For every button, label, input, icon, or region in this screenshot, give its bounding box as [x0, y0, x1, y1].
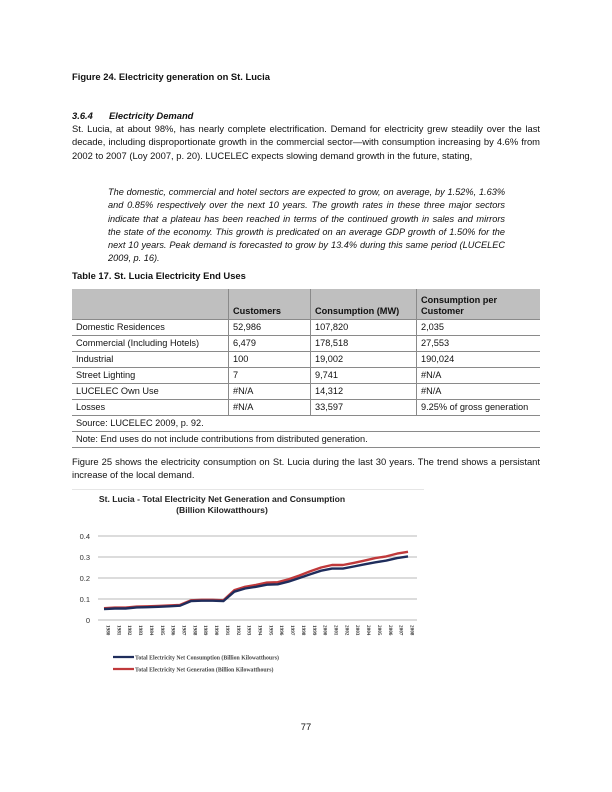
- chart-title-line1: St. Lucia - Total Electricity Net Generation and Consumption: [98, 494, 346, 504]
- consumption-line: [104, 556, 408, 609]
- table-note-row: [72, 432, 540, 448]
- x-tick-label: 1987: [180, 625, 187, 636]
- cell-customers: #N/A: [229, 384, 311, 400]
- table-row: [72, 336, 540, 352]
- line-chart-plot: [72, 490, 424, 695]
- figure-25-chart: [72, 489, 424, 695]
- y-tick-label: 0.2: [79, 574, 90, 583]
- cell-consumption: 33,597: [311, 400, 417, 416]
- x-tick-label: 2001: [332, 625, 339, 636]
- y-tick-label: 0: [85, 616, 90, 625]
- x-tick-label: 1985: [158, 625, 165, 636]
- cell-category: Commercial (Including Hotels): [72, 336, 229, 352]
- x-tick-label: 1993: [245, 625, 252, 636]
- header-consumption-per-customer: Consumption per Customer: [417, 289, 541, 320]
- x-tick-label: 2007: [397, 625, 404, 636]
- y-tick-label: 0.4: [79, 532, 90, 541]
- cell-customers: 6,479: [229, 336, 311, 352]
- cell-customers: #N/A: [229, 400, 311, 416]
- cell-consumption: 9,741: [311, 368, 417, 384]
- cell-consumption: 14,312: [311, 384, 417, 400]
- cell-category: Street Lighting: [72, 368, 229, 384]
- cell-category: Domestic Residences: [72, 320, 229, 336]
- cell-category: Industrial: [72, 352, 229, 368]
- cell-customers: 52,986: [229, 320, 311, 336]
- x-tick-label: 1988: [191, 625, 198, 636]
- x-tick-label: 1984: [147, 625, 154, 636]
- y-tick-label: 0.3: [79, 553, 90, 562]
- table-source-row: [72, 416, 540, 432]
- x-tick-label: 1986: [169, 625, 176, 636]
- cell-consumption: 19,002: [311, 352, 417, 368]
- cell-customers: 7: [229, 368, 311, 384]
- chart-title-line2: (Billion Kilowatthours): [176, 505, 268, 515]
- cell-per-customer: 27,553: [417, 336, 541, 352]
- legend-consumption-label: Total Electricity Net Consumption (Billion Kilowatthours): [135, 655, 279, 662]
- section-heading: [72, 110, 193, 121]
- cell-consumption: 178,518: [311, 336, 417, 352]
- cell-per-customer: 2,035: [417, 320, 541, 336]
- x-tick-label: 2004: [365, 625, 372, 636]
- x-tick-label: 2003: [354, 625, 361, 636]
- x-tick-label: 2005: [375, 625, 382, 636]
- header-customers: Customers: [229, 289, 311, 320]
- table-row: [72, 384, 540, 400]
- x-tick-label: 2000: [321, 625, 328, 636]
- x-tick-label: 1994: [256, 625, 263, 636]
- header-consumption: Consumption (MW): [311, 289, 417, 320]
- cell-per-customer: #N/A: [417, 384, 541, 400]
- cell-per-customer: #N/A: [417, 368, 541, 384]
- cell-category: LUCELEC Own Use: [72, 384, 229, 400]
- cell-per-customer: 190,024: [417, 352, 541, 368]
- table-row: [72, 400, 540, 416]
- legend-generation-label: Total Electricity Net Generation (Billion Kilowatthours): [135, 667, 274, 674]
- cell-customers: 100: [229, 352, 311, 368]
- table-header-row: [72, 289, 540, 320]
- section-title: Electricity Demand: [109, 110, 194, 121]
- x-tick-label: 1997: [289, 625, 296, 636]
- x-tick-label: 1991: [223, 625, 230, 636]
- table-17-caption: Table 17. St. Lucia Electricity End Uses: [72, 270, 246, 281]
- cell-category: Losses: [72, 400, 229, 416]
- section-number: 3.6.4: [72, 110, 93, 121]
- x-tick-label: 1989: [202, 625, 209, 636]
- body-paragraph-1: St. Lucia, at about 98%, has nearly complete electrification. Demand for electricity grew steadily over the last decade, including disproportionate growth in the commercial sector—with consumption increasing by 4.6% from 2002 to 2007 (Loy 2007, p. 20). LUCELEC expects slowing demand growth in the future, stating,: [72, 123, 540, 161]
- y-tick-label: 0.1: [79, 595, 90, 604]
- table-row: [72, 368, 540, 384]
- figure-24-caption: Figure 24. Electricity generation on St. Lucia: [72, 71, 270, 82]
- x-tick-label: 1999: [310, 625, 317, 636]
- x-tick-label: 1983: [137, 625, 144, 636]
- table-row: [72, 352, 540, 368]
- cell-per-customer: 9.25% of gross generation: [417, 400, 541, 416]
- table-source: Source: LUCELEC 2009, p. 92.: [72, 416, 540, 432]
- x-tick-label: 1995: [267, 625, 274, 636]
- block-quote: The domestic, commercial and hotel sectors are expected to grow, on average, by 1.52%, 1.63% and 0.85% respectively over the next 10 years. The growth rates in these three major sectors indicate that a plateau has been reached in terms of the continued growth in sales and mirrors the state of the economy. This growth is predicated on an average GDP growth of 1.50% for the next 10 years. Peak demand is forecasted to grow by 13.4% during this same period (LUCELEC 2009, p. 16).: [108, 187, 505, 264]
- end-uses-table: [72, 289, 540, 448]
- x-tick-label: 2008: [408, 625, 415, 636]
- x-tick-label: 1992: [234, 625, 241, 636]
- cell-consumption: 107,820: [311, 320, 417, 336]
- body-paragraph-2: Figure 25 shows the electricity consumption on St. Lucia during the last 30 years. The trend shows a persistant increase of the local demand.: [72, 456, 540, 481]
- x-tick-label: 2002: [343, 625, 350, 636]
- table-note: Note: End uses do not include contributions from distributed generation.: [72, 432, 540, 448]
- x-tick-label: 1981: [115, 625, 122, 636]
- header-category: [72, 289, 229, 320]
- x-tick-label: 1990: [213, 625, 220, 636]
- generation-line: [104, 552, 408, 608]
- x-tick-label: 1980: [104, 625, 111, 636]
- x-tick-label: 2006: [386, 625, 393, 636]
- x-tick-label: 1996: [278, 625, 285, 636]
- table-row: [72, 320, 540, 336]
- x-tick-label: 1982: [126, 625, 133, 636]
- page-number: 77: [300, 721, 312, 732]
- x-tick-label: 1998: [299, 625, 306, 636]
